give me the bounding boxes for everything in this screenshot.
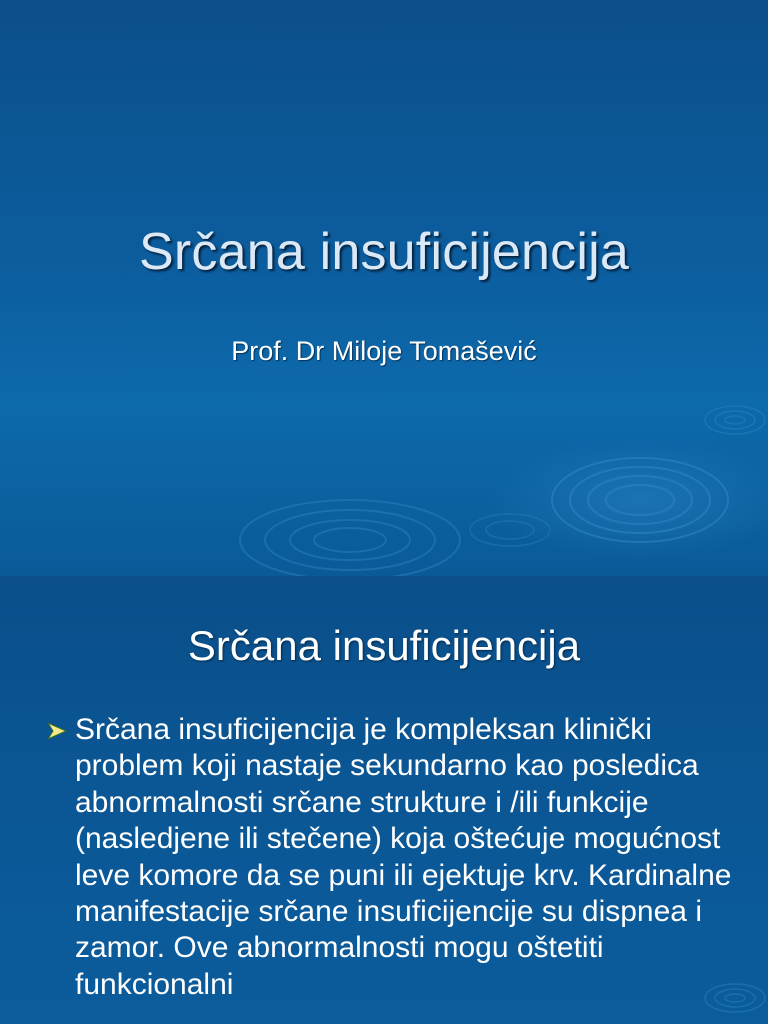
arrowhead-bullet-icon: [46, 721, 68, 741]
slide-title: Srčana insuficijencija: [187, 622, 581, 669]
content-slide: [0, 576, 768, 1024]
slide-title: Srčana insuficijencija: [139, 223, 629, 281]
slide-subtitle: Prof. Dr Miloje Tomašević: [231, 336, 537, 366]
list-item: [46, 712, 746, 1003]
bullet-text: Srčana insuficijencija je kompleksan klinički problem koji nastaje sekundarno kao posledica abnormalnosti srčane strukture i /ili funkcije (nasledjene ili stečene) koja oštećuje mogućnost leve komore da se puni ili ejektuje krv. Kardinalne manifestacije srčane insuficijencije su dispnea i zamor. Ove abnormalnosti mogu oštetiti funkcionalni: [75, 713, 732, 1001]
bullet-list: [46, 712, 746, 1003]
